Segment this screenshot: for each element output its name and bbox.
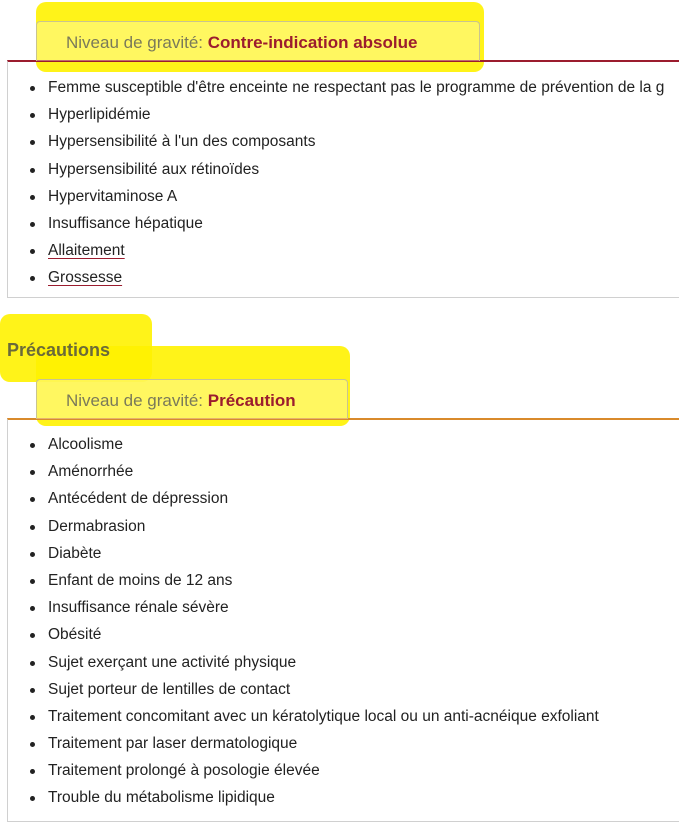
list-item: Femme susceptible d'être enceinte ne respectant pas le programme de prévention de la g [8,74,679,101]
grossesse-link[interactable]: Grossesse [48,269,123,287]
list-item: Traitement prolongé à posologie élevée [8,757,679,784]
severity-tab-precaution[interactable] [36,379,348,419]
severity-level: Contre-indication absolue [207,33,418,52]
list-item: Enfant de moins de 12 ans [8,567,679,594]
list-item: Insuffisance rénale sévère [8,594,679,621]
list-item: Aménorrhée [8,458,679,485]
list-item: Hyperlipidémie [8,101,679,128]
allaitement-link[interactable]: Allaitement [48,242,125,260]
list-item: Sujet porteur de lentilles de contact [8,676,679,703]
list-item-link [8,237,679,264]
list-item: Hypersensibilité aux rétinoïdes [8,156,679,183]
list-item: Dermabrasion [8,513,679,540]
list-item: Sujet exerçant une activité physique [8,649,679,676]
severity-tab-prefix: Niveau de gravité: [66,33,208,52]
list-item: Alcoolisme [8,431,679,458]
severity-tab-contraindication[interactable] [36,21,480,61]
precaution-panel [7,418,679,822]
list-item: Obésité [8,621,679,648]
list-item: Antécédent de dépression [8,485,679,512]
list-item: Diabète [8,540,679,567]
list-item: Hypervitaminose A [8,183,679,210]
list-item-link [8,264,679,291]
list-item: Insuffisance hépatique [8,210,679,237]
severity-level: Précaution [207,391,296,410]
section-heading-precautions: Précautions [7,340,111,360]
contraindication-panel [7,60,679,298]
list-item: Hypersensibilité à l'un des composants [8,128,679,155]
contraindication-list [8,62,679,292]
severity-tab-prefix: Niveau de gravité: [66,391,208,410]
precaution-list [8,420,679,812]
list-item: Trouble du métabolisme lipidique [8,784,679,811]
list-item: Traitement par laser dermatologique [8,730,679,757]
list-item: Traitement concomitant avec un kératolytique local ou un anti-acnéique exfoliant [8,703,679,730]
